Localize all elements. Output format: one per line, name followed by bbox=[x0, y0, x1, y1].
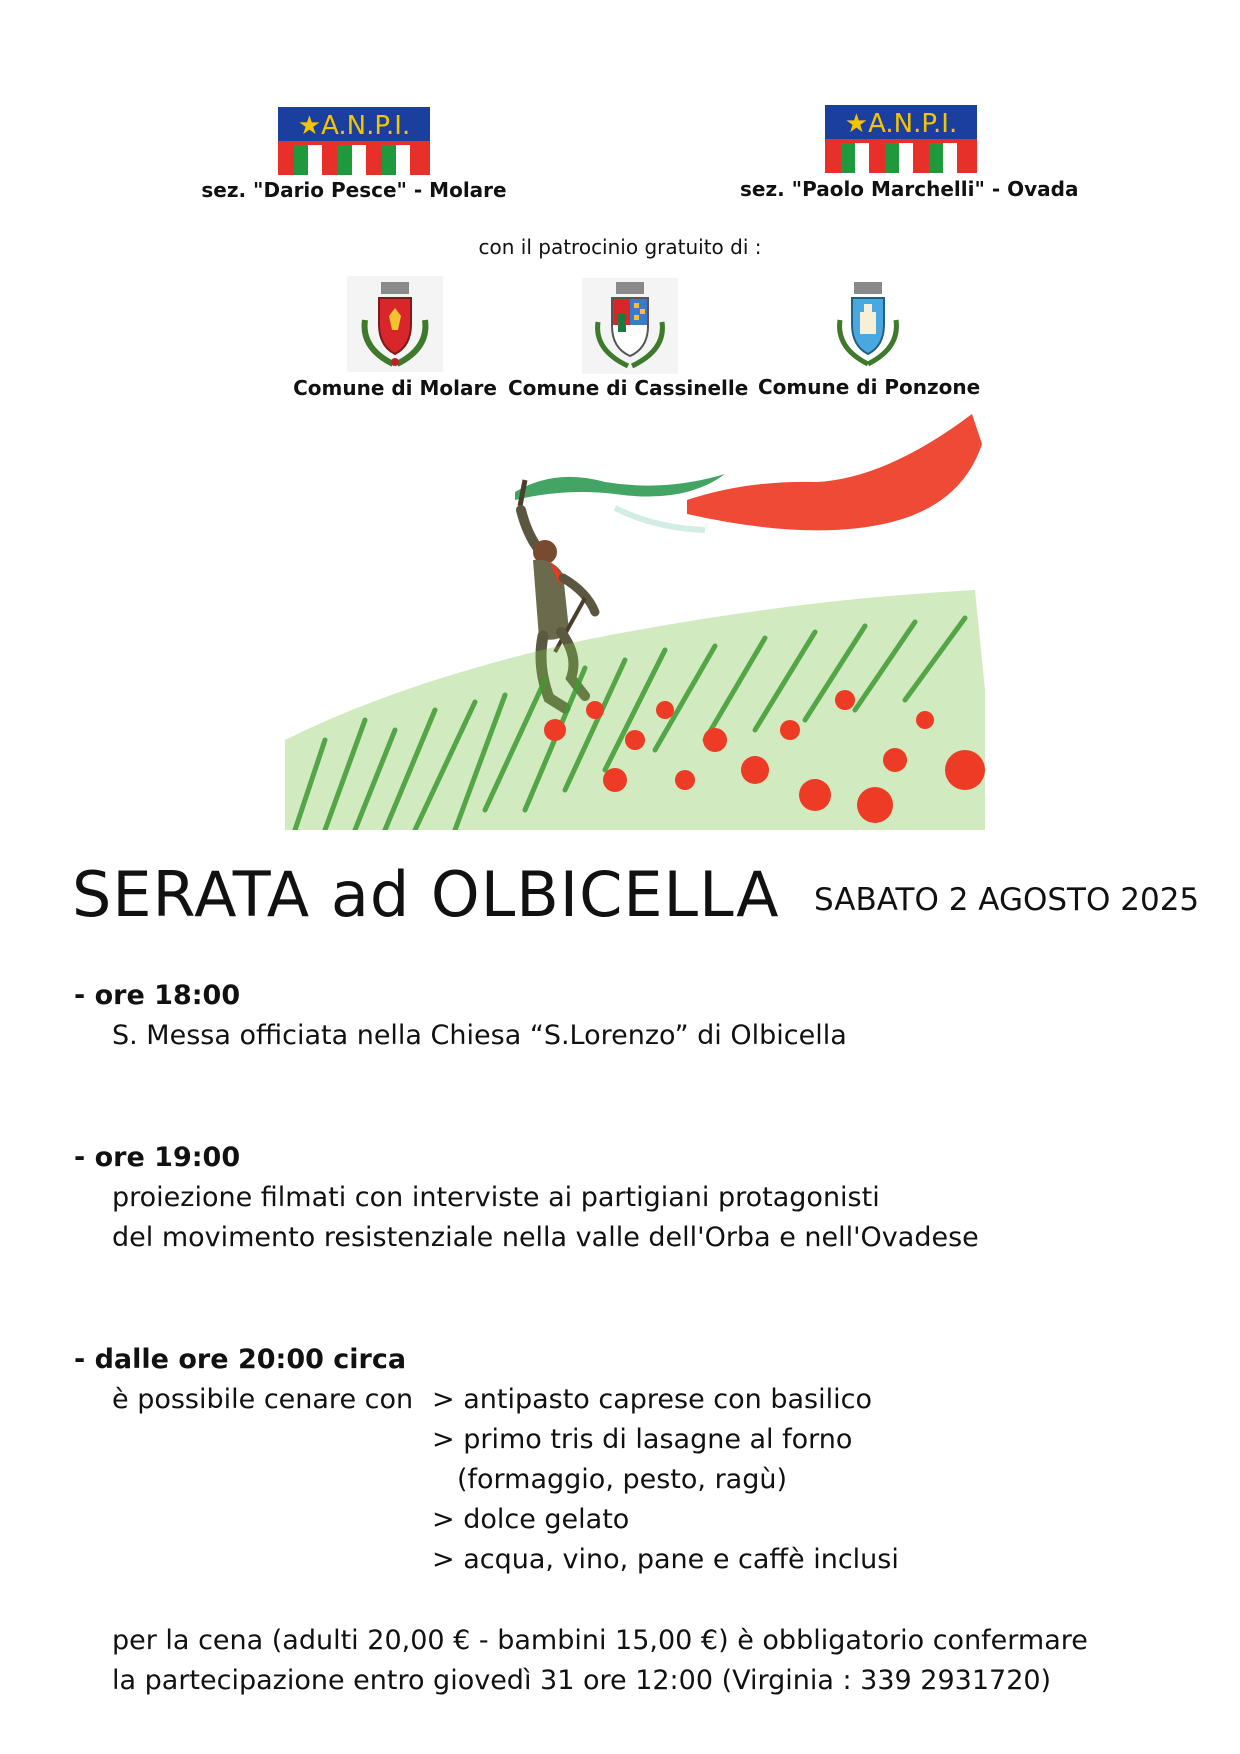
partisan-flag-illustration bbox=[285, 410, 995, 830]
event-title: SERATA ad OLBICELLA bbox=[72, 858, 780, 931]
anpi-logo-molare bbox=[278, 107, 430, 175]
booking-line-2: la partecipazione entro giovedì 31 ore 12:00 (Virginia : 339 2931720) bbox=[112, 1665, 1052, 1696]
anpi-logo-text: ★A.N.P.I. bbox=[297, 111, 411, 141]
menu-item-primo-detail: (formaggio, pesto, ragù) bbox=[457, 1464, 788, 1495]
patronage-intro: con il patrocinio gratuito di : bbox=[478, 235, 762, 259]
schedule-1800-line: S. Messa officiata nella Chiesa “S.Lorenzo” di Olbicella bbox=[112, 1020, 847, 1051]
anpi-logo-ovada bbox=[825, 105, 977, 173]
menu-item-bevande: > acqua, vino, pane e caffè inclusi bbox=[432, 1544, 899, 1575]
schedule-1900-line-2: del movimento resistenziale nella valle dell'Orba e nell'Ovadese bbox=[112, 1222, 979, 1253]
menu-item-antipasto: > antipasto caprese con basilico bbox=[432, 1384, 872, 1415]
cassinelle-coat-of-arms-icon bbox=[582, 278, 678, 374]
flag-red-band bbox=[687, 414, 982, 530]
schedule-time-1800: - ore 18:00 bbox=[74, 980, 241, 1011]
schedule-time-1900: - ore 19:00 bbox=[74, 1142, 241, 1173]
menu-item-primo: > primo tris di lasagne al forno bbox=[432, 1424, 853, 1455]
dinner-intro: è possibile cenare con bbox=[112, 1384, 414, 1415]
schedule-1900-line-1: proiezione filmati con interviste ai partigiani protagonisti bbox=[112, 1182, 880, 1213]
municipality-ponzone: Comune di Ponzone bbox=[758, 375, 981, 399]
municipality-molare: Comune di Molare bbox=[293, 376, 497, 400]
anpi-logo-text: ★A.N.P.I. bbox=[844, 109, 958, 139]
molare-coat-of-arms-icon bbox=[347, 276, 443, 372]
menu-item-dolce: > dolce gelato bbox=[432, 1504, 630, 1535]
event-date: SABATO 2 AGOSTO 2025 bbox=[814, 882, 1200, 918]
booking-line-1: per la cena (adulti 20,00 € - bambini 15,00 €) è obbligatorio confermare bbox=[112, 1625, 1088, 1656]
section-ovada: sez. "Paolo Marchelli" - Ovada bbox=[740, 177, 1079, 201]
flag-green-band bbox=[515, 474, 725, 500]
municipality-cassinelle: Comune di Cassinelle bbox=[508, 376, 749, 400]
section-molare: sez. "Dario Pesce" - Molare bbox=[201, 178, 507, 202]
schedule-time-2000: - dalle ore 20:00 circa bbox=[74, 1344, 407, 1375]
ponzone-coat-of-arms-icon bbox=[820, 276, 916, 372]
